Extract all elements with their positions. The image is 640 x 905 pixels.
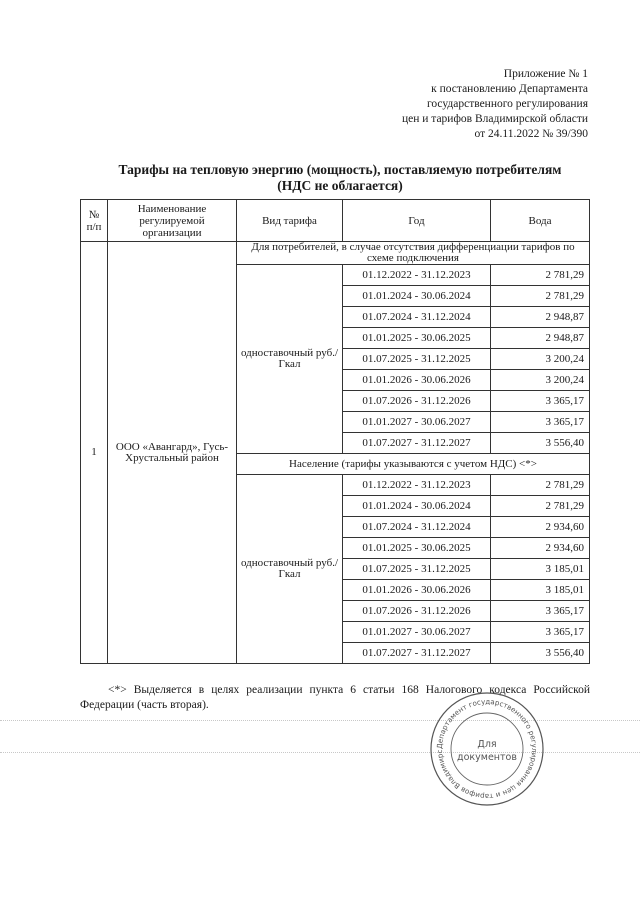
- period-cell: 01.01.2025 - 30.06.2025: [343, 328, 491, 349]
- period-cell: 01.01.2025 - 30.06.2025: [343, 538, 491, 559]
- water-value-cell: 3 365,17: [491, 391, 590, 412]
- water-value-cell: 3 365,17: [491, 622, 590, 643]
- period-cell: 01.01.2024 - 30.06.2024: [343, 286, 491, 307]
- water-value-cell: 2 934,60: [491, 517, 590, 538]
- water-value-cell: 2 781,29: [491, 265, 590, 286]
- period-cell: 01.01.2027 - 30.06.2027: [343, 412, 491, 433]
- tariff-type: одноставочный руб./Гкал: [237, 265, 343, 454]
- section-title: Для потребителей, в случае отсутствия дифференциации тарифов по схеме подключения: [237, 242, 590, 265]
- period-cell: 01.01.2026 - 30.06.2026: [343, 370, 491, 391]
- water-value-cell: 3 365,17: [491, 412, 590, 433]
- stamp-seal-graphic: [428, 690, 546, 808]
- title-line: Тарифы на тепловую энергию (мощность), поставляемую потребителям: [118, 162, 562, 177]
- appendix-line: от 24.11.2022 № 39/390: [474, 128, 588, 140]
- header-water: Вода: [491, 200, 590, 242]
- tariff-type: одноставочный руб./Гкал: [237, 475, 343, 664]
- water-value-cell: 3 365,17: [491, 601, 590, 622]
- period-cell: 01.07.2025 - 31.12.2025: [343, 349, 491, 370]
- appendix-line: к постановлению Департамента: [431, 83, 588, 95]
- header-organization: Наименование регулируемой организации: [108, 200, 237, 242]
- document-title: [90, 162, 590, 194]
- organization-name: ООО «Авангард», Гусь-Хрустальный район: [108, 242, 237, 664]
- appendix-line: Приложение № 1: [503, 68, 588, 80]
- stamp-ring-text: Департамент государственного регулирования цен и тарифов Владимирс: [434, 696, 540, 802]
- period-cell: 01.12.2022 - 31.12.2023: [343, 265, 491, 286]
- water-value-cell: 3 556,40: [491, 433, 590, 454]
- section-header-row: [81, 242, 590, 265]
- section-title: Население (тарифы указываются с учетом НДС) <*>: [237, 454, 590, 475]
- period-cell: 01.07.2027 - 31.12.2027: [343, 433, 491, 454]
- title-line: (НДС не облагается): [277, 178, 403, 193]
- water-value-cell: 2 781,29: [491, 496, 590, 517]
- appendix-header: [268, 67, 588, 142]
- table-body: [81, 242, 590, 664]
- period-cell: 01.07.2026 - 31.12.2026: [343, 391, 491, 412]
- period-cell: 01.07.2024 - 31.12.2024: [343, 517, 491, 538]
- period-cell: 01.01.2024 - 30.06.2024: [343, 496, 491, 517]
- period-cell: 01.12.2022 - 31.12.2023: [343, 475, 491, 496]
- period-cell: 01.07.2024 - 31.12.2024: [343, 307, 491, 328]
- stamp-center-line: документов: [457, 752, 517, 763]
- water-value-cell: 3 556,40: [491, 643, 590, 664]
- water-value-cell: 2 948,87: [491, 307, 590, 328]
- water-value-cell: 3 200,24: [491, 370, 590, 391]
- water-value-cell: 3 200,24: [491, 349, 590, 370]
- period-cell: 01.07.2025 - 31.12.2025: [343, 559, 491, 580]
- row-number: 1: [81, 242, 108, 664]
- header-year: Год: [343, 200, 491, 242]
- header-number: № п/п: [81, 200, 108, 242]
- official-stamp: [428, 690, 546, 808]
- water-value-cell: 3 185,01: [491, 559, 590, 580]
- period-cell: 01.01.2027 - 30.06.2027: [343, 622, 491, 643]
- water-value-cell: 2 948,87: [491, 328, 590, 349]
- period-cell: 01.07.2027 - 31.12.2027: [343, 643, 491, 664]
- stamp-center-line: Для: [477, 739, 497, 750]
- water-value-cell: 3 185,01: [491, 580, 590, 601]
- appendix-line: государственного регулирования: [426, 98, 588, 110]
- footnote: <*> Выделяется в целях реализации пункта 6 статьи 168 Налогового кодекса Российской Федерации (часть вторая).: [80, 684, 590, 711]
- water-value-cell: 2 934,60: [491, 538, 590, 559]
- period-cell: 01.07.2026 - 31.12.2026: [343, 601, 491, 622]
- tariff-table: [80, 199, 590, 664]
- table-header-row: [81, 200, 590, 242]
- header-tariff-type: Вид тарифа: [237, 200, 343, 242]
- period-cell: 01.01.2026 - 30.06.2026: [343, 580, 491, 601]
- water-value-cell: 2 781,29: [491, 475, 590, 496]
- appendix-line: цен и тарифов Владимирской области: [401, 113, 588, 125]
- water-value-cell: 2 781,29: [491, 286, 590, 307]
